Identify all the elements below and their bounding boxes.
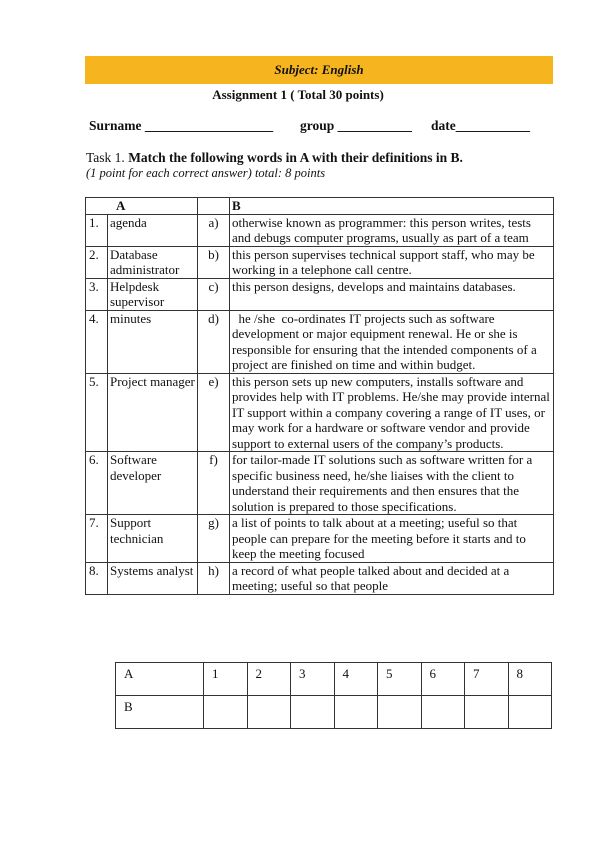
- assignment-title: Assignment 1 ( Total 30 points): [212, 87, 384, 102]
- letter-cell: g): [198, 515, 230, 563]
- table-row: [86, 214, 554, 246]
- task-instruction: [86, 150, 463, 166]
- answer-grid: [115, 662, 552, 729]
- definition-cell: this person sets up new computers, installs software and provides help with IT problems. He/she may provide internal IT support within a company covering a range of IT uses, or may work for a hardware or software vendor and provide support to external users of the company’s products.: [230, 373, 554, 452]
- matching-table: [85, 197, 554, 595]
- answer-number: 1: [204, 663, 248, 696]
- word-cell: minutes: [108, 310, 198, 373]
- answer-number: 2: [247, 663, 291, 696]
- definition-cell: this person supervises technical support staff, who may be working in a telephone call centre.: [230, 246, 554, 278]
- letter-cell: f): [198, 452, 230, 515]
- table-row: [86, 278, 554, 310]
- row-number: 5.: [86, 373, 108, 452]
- letter-cell: b): [198, 246, 230, 278]
- answer-number: 7: [465, 663, 509, 696]
- word-cell: Database administrator: [108, 246, 198, 278]
- answer-number: 6: [421, 663, 465, 696]
- answer-number: 4: [334, 663, 378, 696]
- answer-row-a: [116, 663, 552, 696]
- row-number: 7.: [86, 515, 108, 563]
- letter-cell: h): [198, 562, 230, 594]
- answer-cell[interactable]: [247, 696, 291, 729]
- word-cell: Software developer: [108, 452, 198, 515]
- row-number: 1.: [86, 214, 108, 246]
- answer-row-b-label: B: [116, 696, 204, 729]
- answer-number: 3: [291, 663, 335, 696]
- letter-cell: d): [198, 310, 230, 373]
- date-field[interactable]: date___________: [431, 118, 530, 133]
- word-cell: Project manager: [108, 373, 198, 452]
- definition-cell: for tailor-made IT solutions such as software written for a specific business need, he/she liaises with the client to understand their requirements and then ensures that the solution is prepared to those specifications.: [230, 452, 554, 515]
- answer-number: 5: [378, 663, 422, 696]
- definition-cell: a list of points to talk about at a meeting; useful so that people can prepare for the meeting before it starts and to keep the meeting focused: [230, 515, 554, 563]
- table-row: [86, 515, 554, 563]
- definition-cell: he /she co-ordinates IT projects such as software development or major equipment renewal. He or she is responsible for ensuring that the intended components of a project are finished on time and within budget.: [230, 310, 554, 373]
- answer-number: 8: [508, 663, 552, 696]
- row-number: 6.: [86, 452, 108, 515]
- points-note: (1 point for each correct answer) total: 8 points: [86, 166, 326, 180]
- word-cell: Support technician: [108, 515, 198, 563]
- table-row: [86, 246, 554, 278]
- answer-cell[interactable]: [508, 696, 552, 729]
- task-number: Task 1.: [86, 150, 125, 165]
- row-number: 3.: [86, 278, 108, 310]
- answer-cell[interactable]: [334, 696, 378, 729]
- subject-title: Subject: English: [274, 62, 364, 77]
- surname-field[interactable]: Surname ___________________: [89, 118, 274, 133]
- table-row: [86, 452, 554, 515]
- row-number: 4.: [86, 310, 108, 373]
- table-row: [86, 562, 554, 594]
- task-text: Match the following words in A with their definitions in B.: [128, 150, 463, 165]
- column-a-header: A: [86, 198, 198, 215]
- answer-row-b: [116, 696, 552, 729]
- answer-cell[interactable]: [378, 696, 422, 729]
- word-cell: Helpdesk supervisor: [108, 278, 198, 310]
- column-b-header: B: [230, 198, 554, 215]
- row-number: 8.: [86, 562, 108, 594]
- row-number: 2.: [86, 246, 108, 278]
- table-header-row: [86, 198, 554, 215]
- table-row: [86, 373, 554, 452]
- letter-cell: a): [198, 214, 230, 246]
- header-spacer: [198, 198, 230, 215]
- definition-cell: this person designs, develops and maintains databases.: [230, 278, 554, 310]
- word-cell: Systems analyst: [108, 562, 198, 594]
- word-cell: agenda: [108, 214, 198, 246]
- answer-cell[interactable]: [421, 696, 465, 729]
- answer-cell[interactable]: [291, 696, 335, 729]
- letter-cell: e): [198, 373, 230, 452]
- group-field[interactable]: group ___________: [300, 118, 412, 133]
- definition-cell: otherwise known as programmer: this person writes, tests and debugs computer programs, usually as part of a team: [230, 214, 554, 246]
- definition-cell: a record of what people talked about and decided at a meeting; useful so that people: [230, 562, 554, 594]
- answer-cell[interactable]: [465, 696, 509, 729]
- subject-banner: [85, 56, 553, 84]
- letter-cell: c): [198, 278, 230, 310]
- answer-cell[interactable]: [204, 696, 248, 729]
- table-row: [86, 310, 554, 373]
- answer-row-a-label: A: [116, 663, 204, 696]
